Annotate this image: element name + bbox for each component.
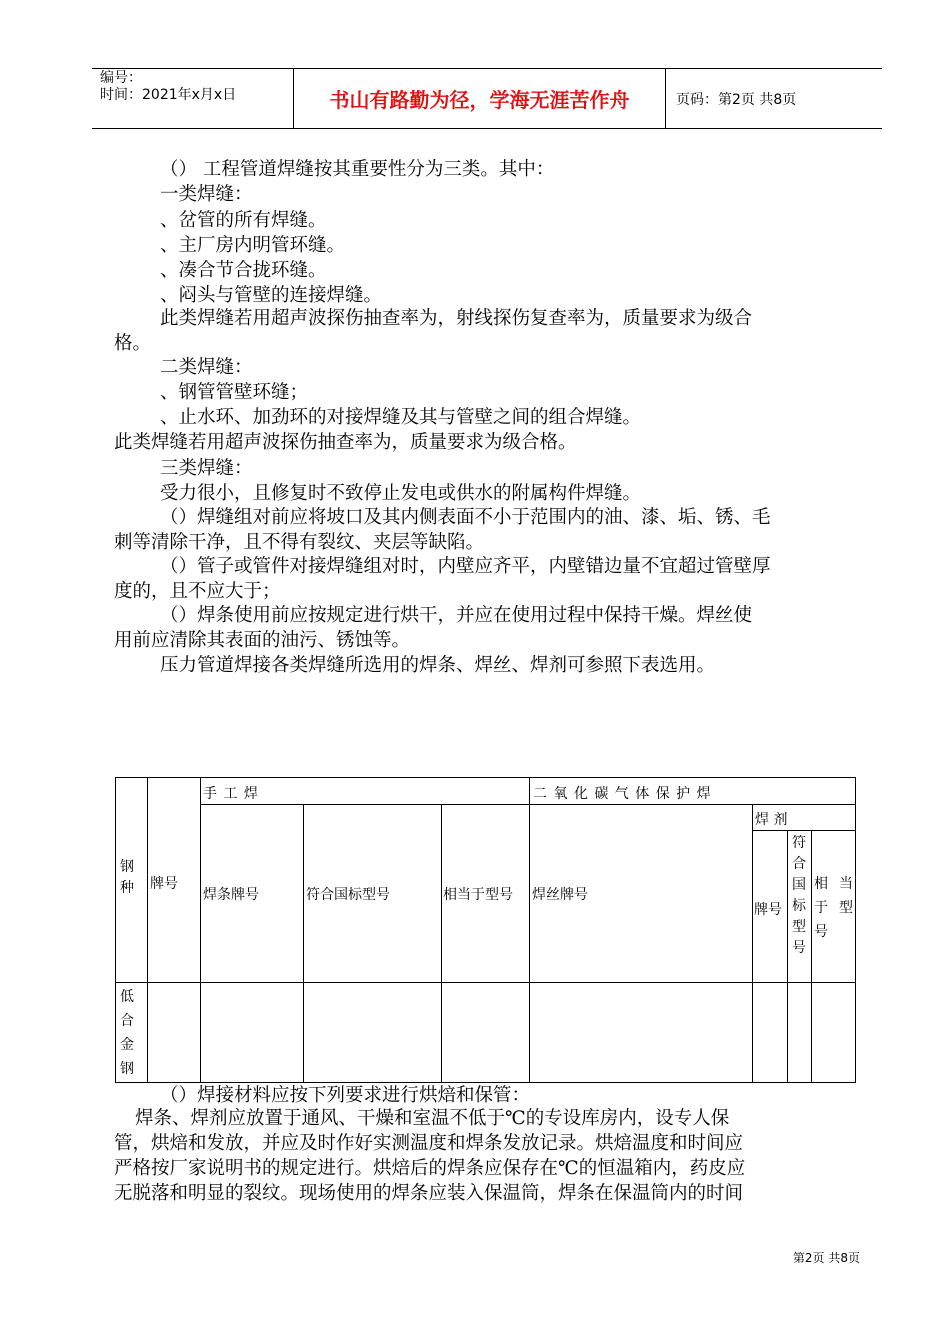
body-line: 无脱落和明显的裂纹。现场使用的焊条应装入保温筒，焊条在保温筒内的时间 xyxy=(114,1183,744,1204)
body-line: 度的，且不应大于； xyxy=(114,581,281,602)
header-flux-equiv-3: 号 xyxy=(814,924,828,940)
table-rule xyxy=(811,830,812,1083)
body-line: 三类焊缝： xyxy=(160,458,253,479)
body-line: 用前应清除其表面的油污、锈蚀等。 xyxy=(114,630,411,651)
document-number-label: 编号： xyxy=(100,70,142,86)
header-top-rule xyxy=(92,68,882,69)
body-line: （）焊条使用前应按规定进行烘干，并应在使用过程中保持干燥。焊丝使 xyxy=(160,605,753,626)
header-divider-2 xyxy=(665,68,666,129)
header-manual-welding: 手 工 焊 xyxy=(203,786,259,802)
body-line: （）管子或管件对接焊缝组对时，内壁应齐平，内壁错边量不宜超过管壁厚 xyxy=(160,556,771,577)
header-flux-national-standard: 符合国标型号 xyxy=(792,835,806,956)
body-line: 此类焊缝若用超声波探伤抽查率为，质量要求为级合格。 xyxy=(114,432,577,453)
body-line: 焊条、焊剂应放置于通风、干燥和室温不低于℃的专设库房内，设专人保 xyxy=(135,1108,730,1129)
header-wire-brand: 焊丝牌号 xyxy=(532,887,588,903)
header-flux: 焊 剂 xyxy=(755,812,788,828)
header-flux-equiv-4: 当 xyxy=(839,876,853,892)
header-flux-equiv-5: 型 xyxy=(839,900,853,916)
body-line: 刺等清除干净，且不得有裂纹、夹层等缺陷。 xyxy=(114,532,485,553)
table-rule xyxy=(752,830,856,831)
table-rule xyxy=(200,777,201,1083)
table-border-top xyxy=(115,777,856,778)
body-line: （）焊接材料应按下列要求进行烘焙和保管： xyxy=(160,1085,531,1106)
table-rule xyxy=(115,982,856,983)
document-time: 时间：2021年x月x日 xyxy=(100,87,237,103)
body-line: 、岔管的所有焊缝。 xyxy=(160,210,327,231)
table-rule xyxy=(147,777,148,1083)
table-border-right xyxy=(855,777,856,1083)
body-line: 、止水环、加劲环的对接焊缝及其与管壁之间的组合焊缝。 xyxy=(160,407,642,428)
body-line: 压力管道焊接各类焊缝所选用的焊条、焊丝、焊剂可参照下表选用。 xyxy=(160,655,716,676)
header-flux-brand: 牌号 xyxy=(754,902,782,918)
table-rule xyxy=(303,804,304,1083)
welding-materials-table xyxy=(115,777,856,1083)
row-steel-low-alloy: 低合金钢 xyxy=(120,989,134,1077)
header-national-standard: 符合国标型号 xyxy=(306,887,390,903)
body-line: （）焊缝组对前应将坡口及其内侧表面不小于范围内的油、漆、垢、锈、毛 xyxy=(160,507,771,528)
body-line: 严格按厂家说明书的规定进行。烘焙后的焊条应保存在℃的恒温箱内，药皮应 xyxy=(114,1158,746,1179)
header-electrode-brand: 焊条牌号 xyxy=(203,887,259,903)
table-rule xyxy=(752,804,753,1083)
table-border-left xyxy=(115,777,116,1083)
header-page-info: 页码：第2页 共8页 xyxy=(676,92,797,108)
body-line: 二类焊缝： xyxy=(160,357,253,378)
header-brand: 牌号 xyxy=(150,876,178,892)
body-line: 、闷头与管壁的连接焊缝。 xyxy=(160,285,383,306)
footer-page-number: 第2页 共8页 xyxy=(792,1251,860,1265)
body-line: 、凑合节合拢环缝。 xyxy=(160,260,327,281)
table-rule xyxy=(529,777,530,1083)
table-rule xyxy=(200,804,856,805)
body-line: 、钢管管壁环缝； xyxy=(160,382,309,403)
table-rule xyxy=(441,804,442,1083)
body-line: （） 工程管道焊缝按其重要性分为三类。其中： xyxy=(160,159,555,180)
body-line: 受力很小，且修复时不致停止发电或供水的附属构件焊缝。 xyxy=(160,483,642,504)
body-line: 一类焊缝： xyxy=(160,184,253,205)
body-line: 此类焊缝若用超声波探伤抽查率为，射线探伤复查率为，质量要求为级合 xyxy=(160,308,753,329)
header-bottom-rule xyxy=(92,128,882,129)
header-motto: 书山有路勤为径，学海无涯苦作舟 xyxy=(329,88,630,112)
header-flux-equiv-2: 于 xyxy=(814,900,828,916)
body-line: 管，烘焙和发放，并应及时作好实测温度和焊条发放记录。烘焙温度和时间应 xyxy=(114,1133,744,1154)
header-co2-welding: 二 氧 化 碳 气 体 保 护 焊 xyxy=(533,786,712,802)
table-rule xyxy=(787,830,788,1083)
header-meta xyxy=(100,70,236,104)
header-flux-equiv-1: 相 xyxy=(814,876,828,892)
body-line: 、主厂房内明管环缝。 xyxy=(160,235,346,256)
body-line: 格。 xyxy=(114,333,152,354)
header-equivalent-model: 相当于型号 xyxy=(443,887,513,903)
header-steel-type: 钢种 xyxy=(120,859,134,896)
